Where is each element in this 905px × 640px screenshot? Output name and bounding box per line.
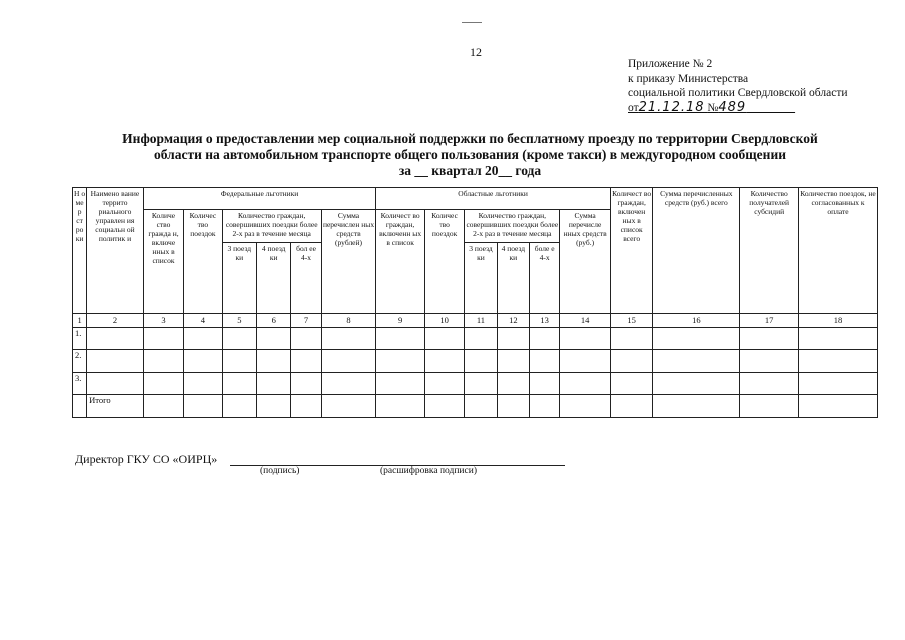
- table-row: [73, 350, 878, 373]
- date-prefix: от: [628, 101, 639, 114]
- row-label: 1.: [73, 328, 87, 350]
- col-num-cell: 17: [740, 314, 799, 328]
- title-line-2: области на автомобильном транспорте общего пользования (кроме такси) в междугородном сообщении: [154, 147, 786, 162]
- table-total-row: [73, 395, 878, 418]
- header-total-count: Количест во граждан, включен ных в список всего: [610, 188, 652, 314]
- header-reg-multi: Количество граждан, совершивших поездки более 2-х раз в течение месяца: [465, 210, 560, 243]
- row-label: 2.: [73, 350, 87, 373]
- title-line-3: за __ квартал 20__ года: [398, 163, 542, 178]
- header-fed-4: 4 поезд ки: [257, 243, 291, 314]
- header-regional: Областные льготники: [376, 188, 611, 210]
- col-num-cell: 14: [560, 314, 611, 328]
- header-fed-count: Количе ство гражда н, включе нных в список: [143, 210, 183, 314]
- col-num-cell: 8: [321, 314, 376, 328]
- header-territory: Наимено вание террито риального управлен ия социальн ой политик и: [87, 188, 144, 314]
- col-num-cell: 4: [184, 314, 222, 328]
- column-number-row: [73, 314, 878, 328]
- header-reg-count: Количест во граждан, включенн ых в список: [376, 210, 425, 314]
- header-row-number: Н о ме р ст ро ки: [73, 188, 87, 314]
- col-num-cell: 1: [73, 314, 87, 328]
- page-number: 12: [470, 45, 482, 59]
- header-recipients: Количество получателей субсидий: [740, 188, 799, 314]
- header-reg-4: 4 поезд ки: [497, 243, 529, 314]
- signature-caption: (подпись): [260, 466, 300, 476]
- header-reg-trips: Количес тво поездок: [424, 210, 464, 314]
- col-num-cell: 9: [376, 314, 425, 328]
- col-num-cell: 2: [87, 314, 144, 328]
- header-disputed: Количество поездок, не согласованных к оплате: [798, 188, 877, 314]
- col-num-cell: 6: [257, 314, 291, 328]
- handwritten-number: 489: [718, 99, 747, 115]
- col-num-cell: 10: [424, 314, 464, 328]
- col-num-cell: 7: [291, 314, 321, 328]
- header-reg-sum: Сумма перечисле нных средств (руб.): [560, 210, 611, 314]
- header-fed-trips: Количес тво поездок: [184, 210, 222, 314]
- header-fed-3: 3 поезд ки: [222, 243, 256, 314]
- document-title: [70, 131, 870, 179]
- report-table: [72, 187, 878, 418]
- total-label: Итого: [87, 395, 144, 418]
- table-row: [73, 328, 878, 350]
- col-num-cell: 16: [653, 314, 740, 328]
- col-num-cell: 11: [465, 314, 497, 328]
- number-prefix: №: [707, 101, 719, 114]
- appendix-block: [628, 57, 848, 115]
- appendix-date-line: [628, 101, 848, 116]
- col-num-cell: 12: [497, 314, 529, 328]
- header-federal: Федеральные льготники: [143, 188, 376, 210]
- row-label: 3.: [73, 373, 87, 395]
- header-fed-more: бол ее 4-х: [291, 243, 321, 314]
- header-total-sum: Сумма перечисленных средств (руб.) всего: [653, 188, 740, 314]
- col-num-cell: 15: [610, 314, 652, 328]
- title-line-1: Информация о предоставлении мер социальной поддержки по бесплатному проезду по территории Свердловской: [122, 131, 818, 146]
- appendix-line-2: к приказу Министерства: [628, 72, 749, 85]
- header-fed-multi: Количество граждан, совершивших поездки более 2-х раз в течение месяца: [222, 210, 321, 243]
- header-reg-3: 3 поезд ки: [465, 243, 497, 314]
- header-line: [462, 22, 482, 23]
- col-num-cell: 18: [798, 314, 877, 328]
- header-fed-sum: Сумма перечислен ных средств (рублей): [321, 210, 376, 314]
- decoding-caption: (расшифровка подписи): [380, 466, 477, 476]
- col-num-cell: 5: [222, 314, 256, 328]
- appendix-line-1: Приложение № 2: [628, 58, 713, 70]
- director-label: Директор ГКУ СО «ОИРЦ»: [75, 452, 218, 466]
- col-num-cell: 3: [143, 314, 183, 328]
- header-reg-more: боле е 4-х: [530, 243, 560, 314]
- table-row: [73, 373, 878, 395]
- col-num-cell: 13: [530, 314, 560, 328]
- appendix-line-3: социальной политики Свердловской области: [628, 87, 848, 99]
- handwritten-date: 21.12.18: [638, 99, 705, 115]
